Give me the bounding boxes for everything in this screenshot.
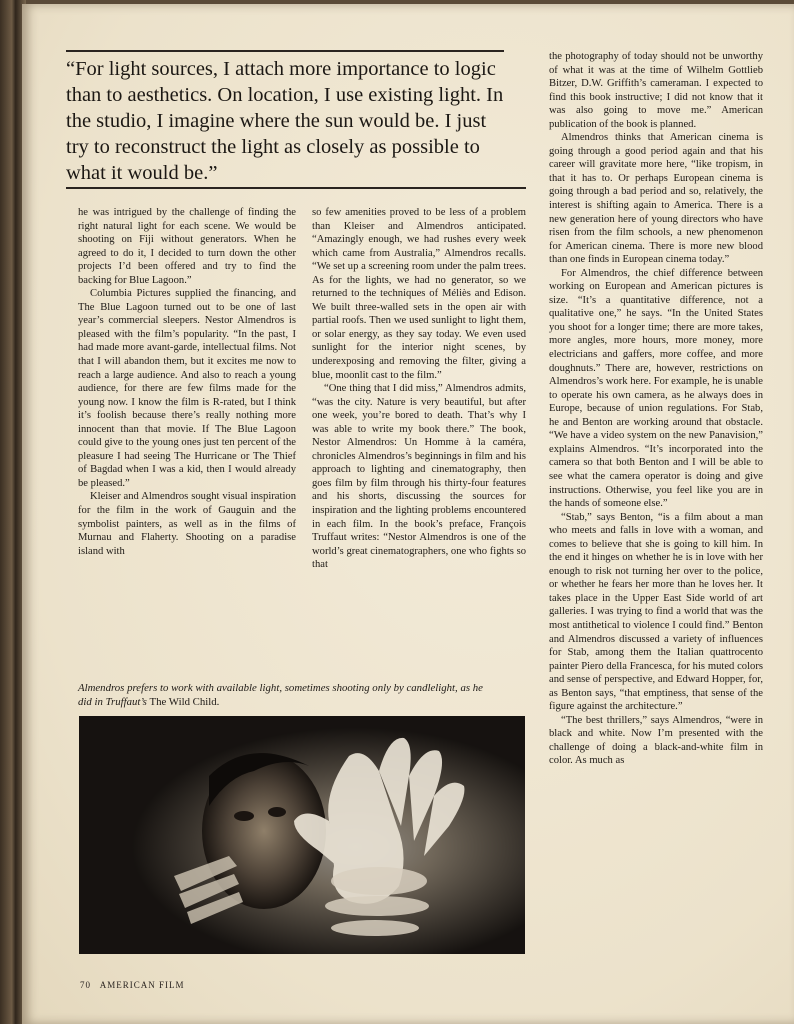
pull-quote-bottom-rule (66, 187, 526, 189)
paragraph: so few amenities proved to be less of a problem than Kleiser and Almendros anticipated. “Amazingly enough, we had rushes every week which came from Australia,” Almendros recalls. “We set up a screening room under the palm trees. As for the lights, we had no generator, so we returned to the techniques of Méliès and Edison. We built three-walled sets in the open air with partial roofs. Then we used sunlight to light them, or solar energy, as they say today. We even used sunlight for the interior night scenes, by underexposing and removing the filter, giving a blue, moonlit cast to the film.” (312, 207, 526, 381)
photo-caption (78, 682, 498, 709)
caption-text: Almendros prefers to work with available light, sometimes shooting only by candlelight, as he did in Truffaut’s (78, 682, 483, 708)
article-column-3 (549, 50, 763, 768)
paragraph: “Stab,” says Benton, “is a film about a man who meets and falls in love with a woman, and comes to believe that she is going to kill him. In the end it hinges on whether he is in love with her enough to risk not turning her over to the police, or whether he fears her more than he loves her. It takes place in the Upper East Side world of art galleries. I was trying to find a world that was the most antithetical to violence I could find.” Benton and Almendros discussed a variety of influences for Stab, among them the Italian quattrocento painter Piero della Francesca, for his muted colors and sense of perspective, and Edward Hopper, for, as Benton says, “that emptiness, that sense of the figure against the architecture.” (549, 511, 763, 713)
paragraph: the photography of today should not be unworthy of what it was at the time of Wilhelm Gottlieb Bitzer, D.W. Griffith’s cameraman. I expected to find this book instructive; I did not know that it was also going to move me.” American publication of the book is planned. (549, 51, 763, 130)
paragraph: For Almendros, the chief difference between working on European and American pictures is size. “It’s a quantitative difference, not a qualitative one,” he says. “In the United States you shoot for a longer time; there are more takes, more angles, more hours, more money, more electricians and gaffers, more coffee, and more doughnuts.” There are, however, restrictions on Almendros’s work here. For example, he is unable to operate his own camera, as he always does in Europe, because of union regulations. For Stab, he and Benton are working around that obstacle. “We have a video system on the new Panavision,” explains Almendros. “It’s incorporated into the camera so that both Benton and I will be able to see what the camera operator is doing and give instructions. Otherwise, you feel like you are in the hands of someone else.” (549, 267, 763, 510)
paragraph: “One thing that I did miss,” Almendros admits, “was the city. Nature is very beautiful, but after one week, you’re bored to death. That’s why I was able to write my book there.” The book, Nestor Almendros: Un Homme à la caméra, chronicles Almendros’s beginnings in film and his approach to lighting and cinematography, then goes film by film through his thirty-four features and his shorts, discussing the sources for inspiration and the lighting problems encountered in each film. In the book’s preface, François Truffaut writes: “Nestor Almendros is one of the world’s great cinematographers, one who fights so that (312, 383, 526, 571)
paragraph: Almendros thinks that American cinema is going through a good period again and that his career will gravitate more here, “like tropism, in that it has to. Or perhaps European cinema is going through a bad period and so, relatively, the interest is shifting again to America. There is a new generation here of young directors who have risen from the film schools, a new phenomenon for American cinema. There is more new blood than one finds in European cinema today.” (549, 132, 763, 266)
article-column-1 (78, 206, 296, 558)
pull-quote: “For light sources, I attach more importance to logic than to aesthetics. On location, I use existing light. In the studio, I imagine where the sun would be. I just try to reconstruct the light as closely as possible to what it would be.” (66, 58, 504, 184)
article-column-2 (312, 206, 526, 572)
pull-quote-top-rule (66, 50, 504, 52)
paragraph: “The best thrillers,” says Almendros, “were in black and white. Now I’m presented with the challenge of doing a black-and-white film in color. As much as (549, 714, 763, 767)
page-number: 70 (80, 980, 91, 990)
page-footer (80, 980, 191, 990)
film-still-photo (79, 716, 525, 954)
paragraph: he was intrigued by the challenge of finding the right natural light for each scene. We would be shooting on Fiji without generators. When he agreed to do it, I decided to turn down the other projects I’d been offered and try to find the backing for Blue Lagoon.” (78, 207, 296, 286)
paragraph: Kleiser and Almendros sought visual inspiration for the film in the work of Gauguin and the symbolist painters, as well as in the films of Murnau and Flaherty. Shooting on a paradise island with (78, 491, 296, 557)
film-still-illustration (79, 716, 525, 954)
candle-flame-glow (325, 867, 429, 936)
magazine-name: AMERICAN FILM (99, 980, 185, 990)
paragraph: Columbia Pictures supplied the financing, and The Blue Lagoon turned out to be one of last year’s commercial sleepers. Nestor Almendros is pleased with the film’s popularity. “In the past, I had made more avant-garde, intellectual films. Not that I will abandon them, but it excites me now to reach a large audience. And also to reach a young audience, for there are few films made for the young now. I know the film is R-rated, but I think it’s foolish because there’s really nothing more innocent than that movie. If The Blue Lagoon could give to the young ones just ten percent of the pleasure I had seeing The Hurricane or The Thief of Bagdad when I was a kid, then I would already be pleased.” (78, 288, 296, 489)
caption-film-title: The Wild Child. (149, 695, 220, 708)
